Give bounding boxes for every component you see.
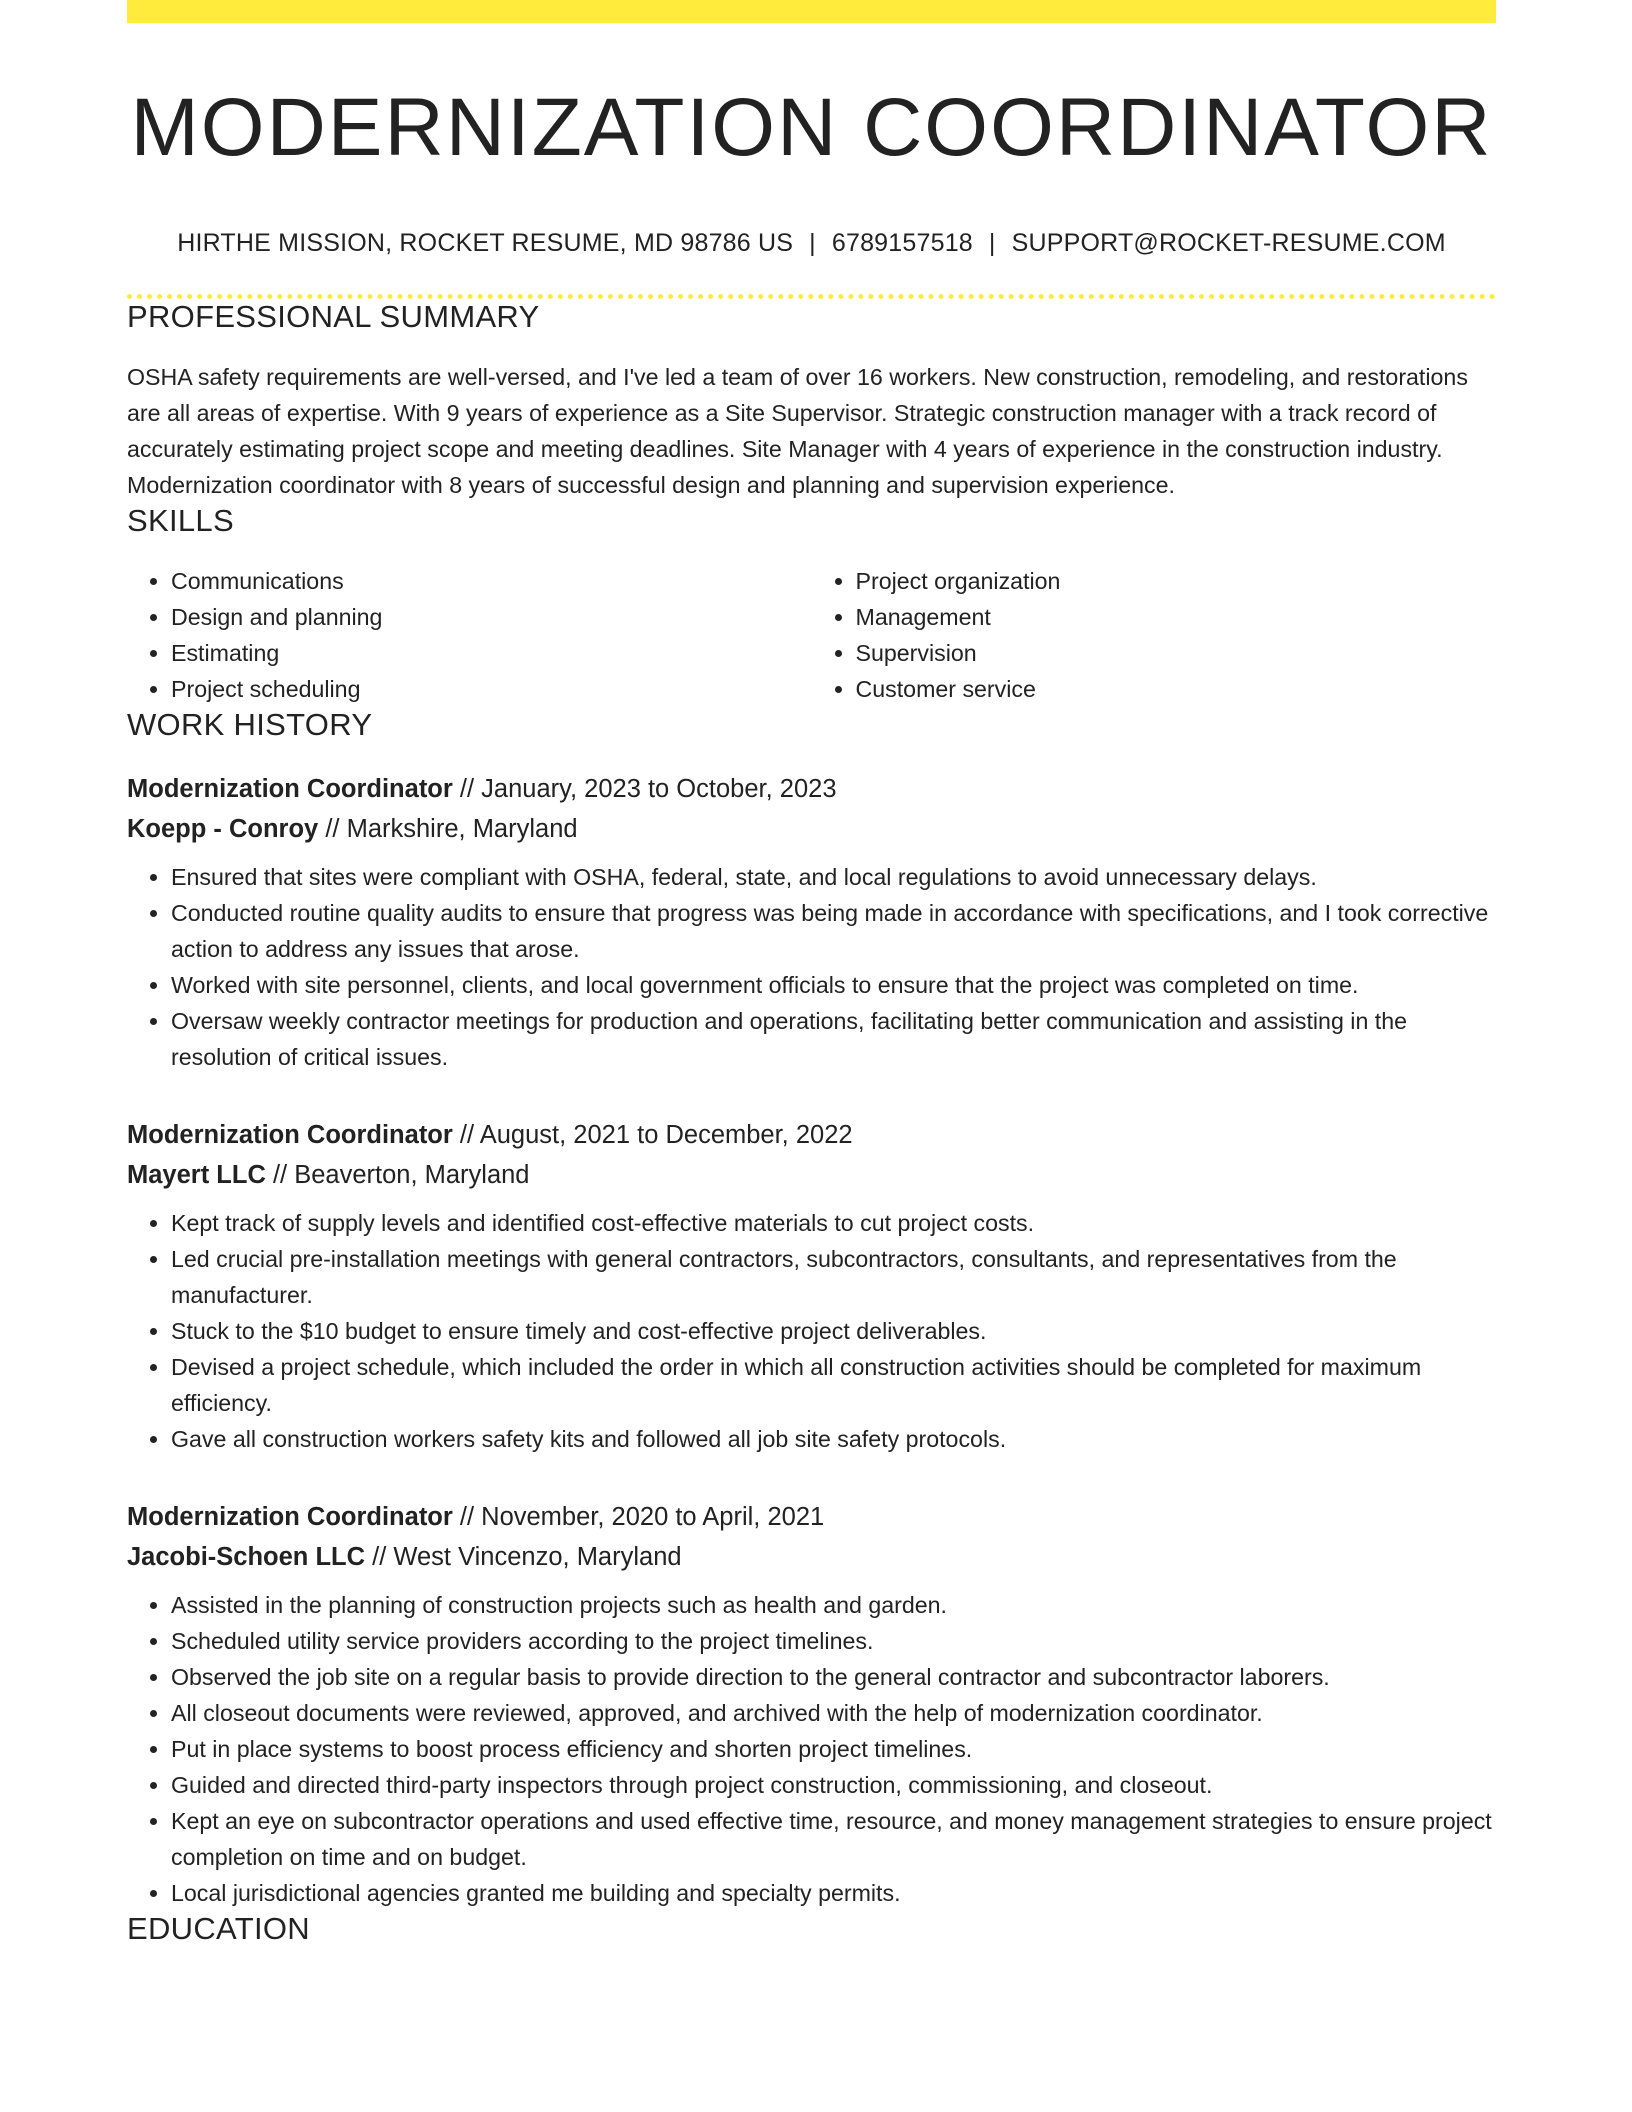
job-role: Modernization Coordinator [127,1121,453,1150]
skill-item: • Estimating [171,635,812,671]
accent-bar [127,0,1496,23]
job-bullet: • Put in place systems to boost process efficiency and shorten project timelines. [171,1731,1496,1767]
job-location: // West Vincenzo, Maryland [365,1543,682,1572]
skill-item: • Customer service [856,671,1497,707]
job-bullet: • Observed the job site on a regular basis to provide direction to the general contractor and subcontractor laborers. [171,1659,1496,1695]
job-company-line [127,809,1496,849]
job-bullet: • Devised a project schedule, which included the order in which all construction activities should be completed for maximum efficiency. [171,1349,1496,1421]
job-entry [127,769,1496,1075]
job-bullet: • Oversaw weekly contractor meetings for production and operations, facilitating better communication and assisting in the resolution of critical issues. [171,1003,1496,1075]
job-company: Koepp - Conroy [127,815,319,844]
job-bullet: • All closeout documents were reviewed, approved, and archived with the help of modernization coordinator. [171,1695,1496,1731]
job-title-line [127,769,1496,809]
job-bullet: • Guided and directed third-party inspectors through project construction, commissioning, and closeout. [171,1767,1496,1803]
job-bullet: • Conducted routine quality audits to ensure that progress was being made in accordance with specifications, and I took corrective action to address any issues that arose. [171,895,1496,967]
skills-list [127,563,1496,707]
work-history-heading: WORK HISTORY [127,707,373,743]
summary-heading: PROFESSIONAL SUMMARY [127,299,540,335]
contact-line [127,229,1496,258]
job-bullet: • Gave all construction workers safety kits and followed all job site safety protocols. [171,1421,1496,1457]
skill-item: • Supervision [856,635,1497,671]
skills-column-left [127,563,812,707]
education-heading: EDUCATION [127,1911,310,1947]
job-bullets [127,1587,1496,1911]
skill-item: • Project scheduling [171,671,812,707]
resume-content [127,0,1496,1947]
job-bullet: • Stuck to the $10 budget to ensure timely and cost-effective project deliverables. [171,1313,1496,1349]
job-dates: // November, 2020 to April, 2021 [452,1503,825,1532]
job-company: Jacobi-Schoen LLC [127,1543,366,1572]
job-dates: // August, 2021 to December, 2022 [452,1121,853,1150]
address-text: HIRTHE MISSION, ROCKET RESUME, MD 98786 US [177,229,794,258]
job-bullet: • Led crucial pre-installation meetings with general contractors, subcontractors, consultants, and representatives from the manufacturer. [171,1241,1496,1313]
job-title-line [127,1115,1496,1155]
job-bullets [127,1205,1496,1457]
job-bullet: • Local jurisdictional agencies granted me building and specialty permits. [171,1875,1496,1911]
job-role: Modernization Coordinator [127,775,453,804]
skill-item: • Design and planning [171,599,812,635]
job-company-line [127,1155,1496,1195]
job-location: // Beaverton, Maryland [265,1161,530,1190]
job-bullet: • Kept track of supply levels and identified cost-effective materials to cut project costs. [171,1205,1496,1241]
job-bullet: • Scheduled utility service providers according to the project timelines. [171,1623,1496,1659]
skills-heading: SKILLS [127,503,234,539]
job-title-line [127,1497,1496,1537]
job-role: Modernization Coordinator [127,1503,453,1532]
job-bullets [127,859,1496,1075]
job-bullet: • Kept an eye on subcontractor operations and used effective time, resource, and money management strategies to ensure project completion on time and on budget. [171,1803,1496,1875]
job-bullet: • Ensured that sites were compliant with OSHA, federal, state, and local regulations to avoid unnecessary delays. [171,859,1496,895]
skill-item: • Management [856,599,1497,635]
skill-item: • Communications [171,563,812,599]
job-bullet: • Assisted in the planning of construction projects such as health and garden. [171,1587,1496,1623]
skill-item: • Project organization [856,563,1497,599]
phone-text: 6789157518 [831,229,973,258]
job-company-line [127,1537,1496,1577]
job-company: Mayert LLC [127,1161,266,1190]
job-dates: // January, 2023 to October, 2023 [452,775,837,804]
job-entry [127,1497,1496,1911]
job-location: // Markshire, Maryland [318,815,578,844]
job-entry [127,1115,1496,1457]
skills-column-right [812,563,1497,707]
page-title: MODERNIZATION COORDINATOR [130,82,1493,173]
job-bullet: • Worked with site personnel, clients, and local government officials to ensure that the project was completed on time. [171,967,1496,1003]
separator: | [809,229,816,258]
separator: | [988,229,996,258]
summary-text: OSHA safety requirements are well-versed, and I've led a team of over 16 workers. New construction, remodeling, and restorations are all areas of expertise. With 9 years of experience as a Site Supervisor. Strategic construction manager with a track record of accurately estimating project scope and meeting deadlines. Site Manager with 4 years of experience in the construction industry. Modernization coordinator with 8 years of successful design and planning and supervision experience. [127,364,1468,499]
email-link[interactable]: SUPPORT@ROCKET-RESUME.COM [1011,229,1446,258]
